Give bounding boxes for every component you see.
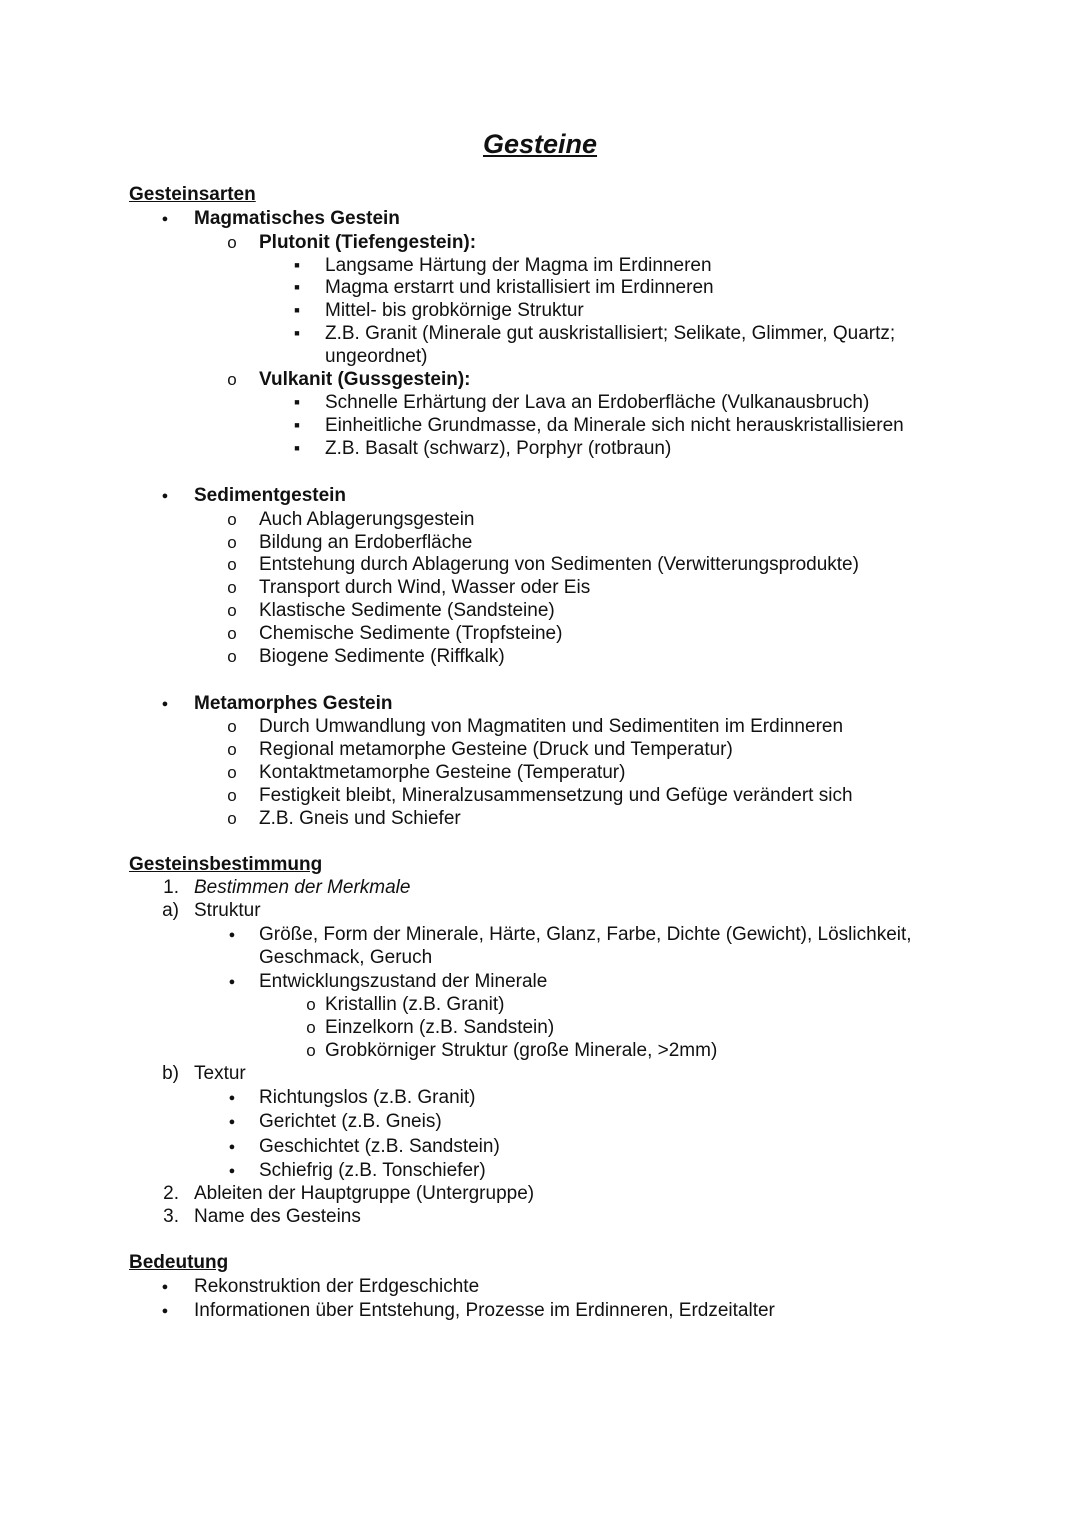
- list-item: Schiefrig (z.B. Tonschiefer): [259, 1160, 486, 1181]
- bullet-icon: [155, 1275, 175, 1298]
- circle-bullet-icon: [222, 715, 242, 738]
- circle-bullet-icon: [222, 761, 242, 784]
- list-item: Z.B. Granit (Minerale gut auskristallisiert; Selikate, Glimmer, Quartz;: [325, 323, 896, 344]
- circle-bullet-icon: [222, 576, 242, 599]
- bullet-icon: [155, 484, 175, 507]
- list-item: Einheitliche Grundmasse, da Minerale sich nicht herauskristallisieren: [325, 415, 904, 436]
- list-number: 3.: [163, 1206, 179, 1227]
- list-item: Transport durch Wind, Wasser oder Eis: [259, 577, 591, 598]
- list-item: Festigkeit bleibt, Mineralzusammensetzung und Gefüge verändert sich: [259, 785, 853, 806]
- list-item: Mittel- bis grobkörnige Struktur: [325, 300, 584, 321]
- bullet-icon: [222, 1135, 242, 1158]
- list-item: Bildung an Erdoberfläche: [259, 532, 473, 553]
- item-sediment: Sedimentgestein: [194, 485, 347, 506]
- circle-bullet-icon: [222, 784, 242, 807]
- item-plutonit: Plutonit (Tiefengestein):: [259, 232, 477, 253]
- circle-bullet-icon: [222, 368, 242, 391]
- list-item: Schnelle Erhärtung der Lava an Erdoberfläche (Vulkanausbruch): [325, 392, 870, 413]
- square-bullet-icon: [287, 391, 307, 414]
- list-item: Auch Ablagerungsgestein: [259, 509, 475, 530]
- square-bullet-icon: [287, 437, 307, 460]
- circle-bullet-icon: [304, 1039, 318, 1062]
- bullet-icon: [222, 1086, 242, 1109]
- heading-gesteinsarten: Gesteinsarten: [129, 184, 256, 205]
- item-vulkanit: Vulkanit (Gussgestein):: [259, 369, 471, 390]
- list-item: Einzelkorn (z.B. Sandstein): [325, 1017, 555, 1038]
- list-item: Größe, Form der Minerale, Härte, Glanz, Farbe, Dichte (Gewicht), Löslichkeit,: [259, 924, 912, 945]
- list-number: 1.: [163, 877, 179, 898]
- list-item: Grobkörniger Struktur (große Minerale, >2mm): [325, 1040, 718, 1061]
- list-item: Kontaktmetamorphe Gesteine (Temperatur): [259, 762, 626, 783]
- bullet-icon: [222, 970, 242, 993]
- list-item: Biogene Sedimente (Riffkalk): [259, 646, 505, 667]
- list-item: Regional metamorphe Gesteine (Druck und Temperatur): [259, 739, 733, 760]
- circle-bullet-icon: [222, 599, 242, 622]
- list-item-continued: ungeordnet): [325, 346, 428, 367]
- item-struktur: Struktur: [194, 900, 261, 921]
- circle-bullet-icon: [222, 231, 242, 254]
- square-bullet-icon: [287, 322, 307, 345]
- bullet-icon: [222, 923, 242, 946]
- bullet-icon: [155, 207, 175, 230]
- list-item: Z.B. Gneis und Schiefer: [259, 808, 461, 829]
- circle-bullet-icon: [222, 622, 242, 645]
- bullet-icon: [155, 692, 175, 715]
- list-item: Gerichtet (z.B. Gneis): [259, 1111, 442, 1132]
- item-textur: Textur: [194, 1063, 246, 1084]
- list-item: Langsame Härtung der Magma im Erdinneren: [325, 255, 712, 276]
- list-item: Durch Umwandlung von Magmatiten und Sedimentiten im Erdinneren: [259, 716, 844, 737]
- list-item: Entwicklungszustand der Minerale: [259, 971, 548, 992]
- step-bestimmen: Bestimmen der Merkmale: [194, 877, 411, 898]
- heading-bedeutung: Bedeutung: [129, 1252, 229, 1273]
- list-item: Klastische Sedimente (Sandsteine): [259, 600, 555, 621]
- list-item: Rekonstruktion der Erdgeschichte: [194, 1276, 480, 1297]
- list-letter: b): [162, 1063, 179, 1084]
- circle-bullet-icon: [222, 807, 242, 830]
- list-item: Chemische Sedimente (Tropfsteine): [259, 623, 563, 644]
- circle-bullet-icon: [222, 738, 242, 761]
- square-bullet-icon: [287, 414, 307, 437]
- list-number: 2.: [163, 1183, 179, 1204]
- step-name: Name des Gesteins: [194, 1206, 361, 1227]
- list-item: Richtungslos (z.B. Granit): [259, 1087, 476, 1108]
- square-bullet-icon: [287, 276, 307, 299]
- list-letter: a): [162, 900, 179, 921]
- list-item: Magma erstarrt und kristallisiert im Erdinneren: [325, 277, 714, 298]
- list-item: Informationen über Entstehung, Prozesse im Erdinneren, Erdzeitalter: [194, 1300, 775, 1321]
- list-item: Kristallin (z.B. Granit): [325, 994, 505, 1015]
- step-ableiten: Ableiten der Hauptgruppe (Untergruppe): [194, 1183, 535, 1204]
- circle-bullet-icon: [222, 508, 242, 531]
- list-item: Entstehung durch Ablagerung von Sedimenten (Verwitterungsprodukte): [259, 554, 859, 575]
- circle-bullet-icon: [222, 553, 242, 576]
- list-item-continued: Geschmack, Geruch: [259, 947, 433, 968]
- bullet-icon: [155, 1299, 175, 1322]
- circle-bullet-icon: [304, 993, 318, 1016]
- bullet-icon: [222, 1110, 242, 1133]
- square-bullet-icon: [287, 254, 307, 277]
- item-magmatisch: Magmatisches Gestein: [194, 208, 400, 229]
- page-title: Gesteine: [482, 129, 598, 159]
- circle-bullet-icon: [222, 645, 242, 668]
- item-metamorph: Metamorphes Gestein: [194, 693, 393, 714]
- heading-gesteinsbestimmung: Gesteinsbestimmung: [129, 854, 323, 875]
- bullet-icon: [222, 1159, 242, 1182]
- list-item: Geschichtet (z.B. Sandstein): [259, 1136, 500, 1157]
- square-bullet-icon: [287, 299, 307, 322]
- list-item: Z.B. Basalt (schwarz), Porphyr (rotbraun): [325, 438, 672, 459]
- circle-bullet-icon: [222, 531, 242, 554]
- circle-bullet-icon: [304, 1016, 318, 1039]
